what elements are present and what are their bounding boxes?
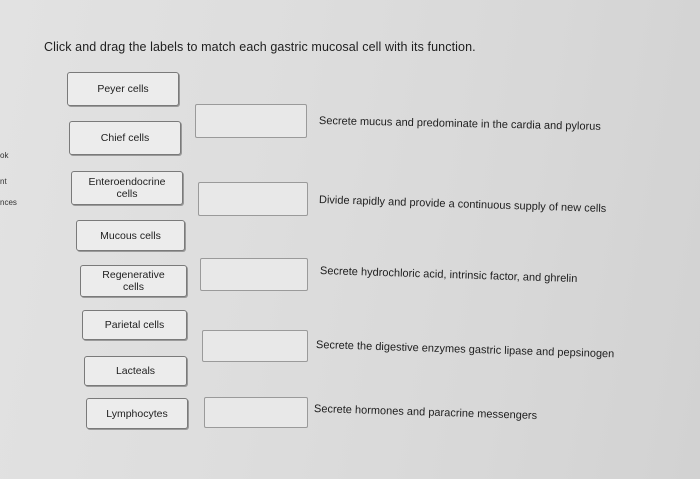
label-text: Peyer cells: [97, 83, 149, 95]
label-text: Lymphocytes: [106, 407, 168, 420]
label-text: Parietal cells: [104, 319, 165, 331]
drop-zone[interactable]: [200, 258, 308, 291]
function-text: Secrete the digestive enzymes gastric lipase and pepsinogen: [315, 339, 615, 361]
edge-fragment: ok: [0, 151, 9, 160]
label-regenerative-cells[interactable]: [80, 265, 187, 297]
label-lacteals[interactable]: [84, 356, 187, 386]
label-text: Lacteals: [115, 365, 156, 377]
label-chief-cells[interactable]: [69, 121, 181, 155]
label-text: Chief cells: [100, 132, 150, 144]
label-parietal-cells[interactable]: [82, 310, 187, 340]
label-text: Regenerative cells: [102, 269, 165, 293]
function-text: Secrete hydrochloric acid, intrinsic factor, and ghrelin: [319, 265, 578, 286]
label-peyer-cells[interactable]: [67, 72, 179, 106]
drop-zone[interactable]: [204, 397, 308, 428]
label-text: Enteroendocrine cells: [88, 176, 166, 200]
label-lymphocytes[interactable]: [86, 398, 188, 429]
instruction-text: Click and drag the labels to match each gastric mucosal cell with its function.: [44, 40, 476, 54]
label-enteroendocrine-cells[interactable]: [71, 171, 183, 205]
drop-zone[interactable]: [202, 330, 308, 362]
drop-zone[interactable]: [198, 182, 308, 216]
function-text: Secrete mucus and predominate in the cardia and pylorus: [318, 115, 601, 133]
function-text: Divide rapidly and provide a continuous supply of new cells: [318, 194, 607, 216]
drop-zone[interactable]: [195, 104, 307, 138]
label-text: Mucous cells: [100, 229, 161, 242]
edge-fragment: nt: [0, 177, 7, 186]
label-mucous-cells[interactable]: [76, 220, 185, 251]
edge-fragment: nces: [0, 198, 17, 207]
function-text: Secrete hormones and paracrine messengers: [313, 403, 538, 423]
